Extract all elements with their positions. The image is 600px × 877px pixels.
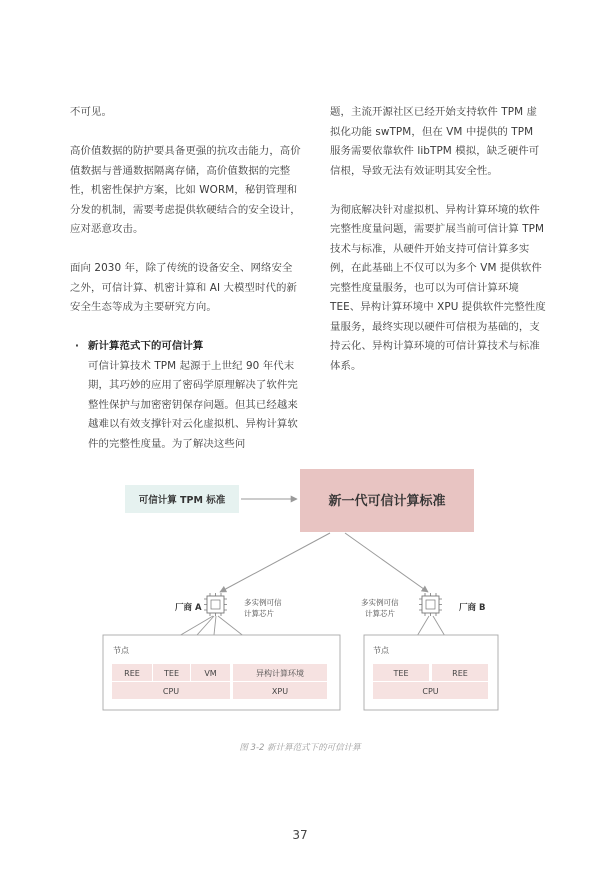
node-a-label: 节点	[113, 646, 129, 655]
cpu-text: CPU	[422, 687, 439, 696]
new-standard-label: 新一代可信计算标准	[328, 494, 446, 509]
chip-icon	[419, 593, 442, 616]
chip-icon	[204, 593, 227, 616]
paragraph: 可信计算技术 TPM 起源于上世纪 90 年代末期，其巧妙的应用了密码学原理解决了软件完整性保护与加密密钥保存问题。但其已经越来越难以有效支撑针对云化虚拟机、异构计算软件的完整性度量。为了解决这些问	[88, 359, 298, 450]
trusted-computing-diagram	[0, 460, 600, 760]
vm-text: VM	[204, 669, 217, 678]
paragraph: 为彻底解决针对虚拟机、异构计算环境的软件完整性度量问题，需要扩展当前可信计算 TPM 技术与标准，从硬件开始支持可信计算多实例，在此基础上不仅可以为多个 VM 提供软件完整性度量服务，也可以为可信计算环境 TEE、异构计算环境中 XPU 提供软件完整性度量服务，最终实现以硬件可信根为基础的，支持云化、异构计算环境的可信计算技术与标准体系。	[330, 203, 546, 372]
hetero-text: 异构计算环境	[256, 669, 304, 678]
tpm-standard-label: 可信计算 TPM 标准	[138, 495, 226, 506]
paragraph: 面向 2030 年，除了传统的设备安全、网络安全之外，可信计算、机密计算和 AI 大模型时代的新安全生态等成为主要研究方向。	[70, 262, 297, 313]
vendor-b-label: 厂商 B	[459, 603, 486, 613]
arrow-to-vendor-b-chip	[345, 533, 428, 592]
paragraph: 不可见。	[70, 106, 112, 118]
node-b-label: 节点	[373, 646, 389, 655]
bullet-heading	[70, 337, 302, 357]
xpu-text: XPU	[271, 687, 289, 696]
ree-text: REE	[124, 669, 140, 678]
arrow-to-vendor-a-chip	[220, 533, 330, 592]
chip-b-label-line1: 多实例可信	[361, 598, 399, 607]
chip-b-label-line2: 计算芯片	[365, 609, 395, 618]
tee-text: TEE	[393, 669, 409, 678]
cpu-text: CPU	[162, 687, 180, 696]
bullet-marker: ·	[75, 340, 80, 352]
section-title: 新计算范式下的可信计算	[88, 340, 204, 352]
chip-a-label-line1: 多实例可信	[244, 598, 282, 607]
page-number: 37	[292, 828, 308, 842]
ree-text: REE	[452, 669, 468, 678]
figure-caption: 图 3-2 新计算范式下的可信计算	[239, 743, 361, 753]
paragraph: 题，主流开源社区已经开始支持软件 TPM 虚拟化功能 swTPM，但在 VM 中提供的 TPM 服务需要依靠软件 libTPM 模拟，缺乏硬件可信根，导致无法有效证明其安全性。	[330, 106, 540, 177]
right-column	[330, 103, 546, 376]
vendor-a-label: 厂商 A	[175, 603, 202, 613]
left-column	[70, 103, 302, 454]
paragraph: 高价值数据的防护要具备更强的抗攻击能力，高价值数据与普通数据隔离存储，高价值数据的完整性，机密性保护方案，比如 WORM，秘钥管理和分发的机制，需要考虑提供软硬结合的安全设计，应对恶意攻击。	[70, 145, 301, 235]
tee-text: TEE	[164, 669, 179, 678]
chip-a-label-line2: 计算芯片	[244, 609, 274, 618]
